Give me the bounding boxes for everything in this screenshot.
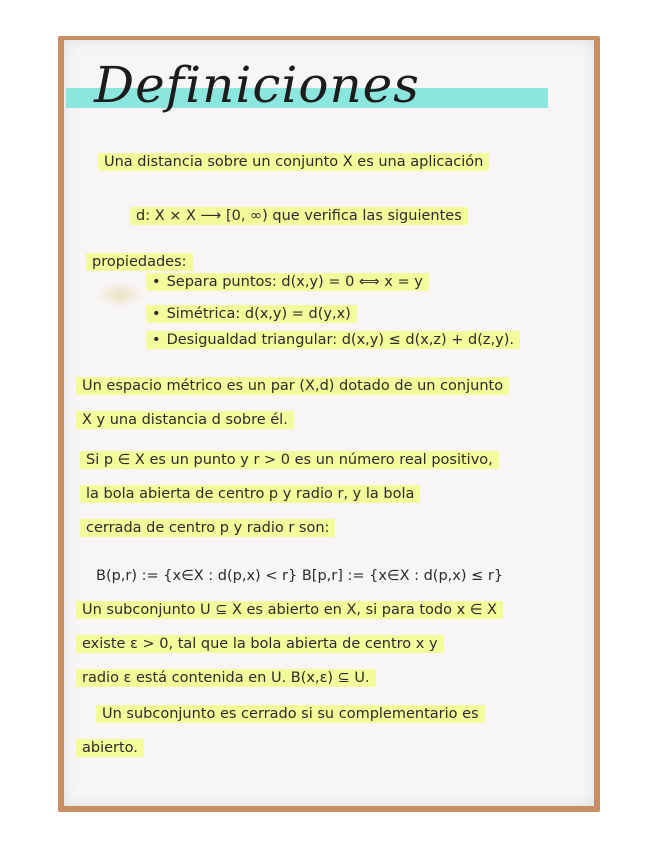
text-line: Un subconjunto U ⊆ X es abierto en X, si para todo x ∈ X — [76, 600, 503, 620]
list-item: • Simétrica: d(x,y) = d(y,x) — [146, 304, 357, 324]
text-line: existe ε > 0, tal que la bola abierta de centro x y — [76, 634, 444, 654]
bullet-icon: • — [152, 306, 161, 322]
text-line: X y una distancia d sobre él. — [76, 410, 294, 430]
text-line: Si p ∈ X es un punto y r > 0 es un número real positivo, — [80, 450, 499, 470]
text-line: propiedades: — [86, 252, 193, 272]
text-line: la bola abierta de centro p y radio r, y la bola — [80, 484, 420, 504]
bullet-icon: • — [152, 274, 161, 290]
formula-line: B(p,r) := {x∈X : d(p,x) < r} B[p,r] := {x∈X : d(p,x) ≤ r} — [96, 568, 504, 584]
bullet-icon: • — [152, 332, 161, 348]
text-line: abierto. — [76, 738, 144, 758]
text-line: Un espacio métrico es un par (X,d) dotado de un conjunto — [76, 376, 509, 396]
text-line: Un subconjunto es cerrado si su complementario es — [96, 704, 485, 724]
list-item: • Separa puntos: d(x,y) = 0 ⟺ x = y — [146, 272, 429, 292]
text-line: radio ε está contenida en U. B(x,ε) ⊆ U. — [76, 668, 376, 688]
text-line: Una distancia sobre un conjunto X es una aplicación — [98, 152, 489, 172]
page-title: Definiciones — [94, 56, 420, 114]
paper-smudge — [96, 282, 144, 308]
text-line: cerrada de centro p y radio r son: — [80, 518, 335, 538]
text-line: d: X × X ⟶ [0, ∞) que verifica las siguientes — [130, 206, 468, 226]
list-item: • Desigualdad triangular: d(x,y) ≤ d(x,z) + d(z,y). — [146, 330, 520, 350]
